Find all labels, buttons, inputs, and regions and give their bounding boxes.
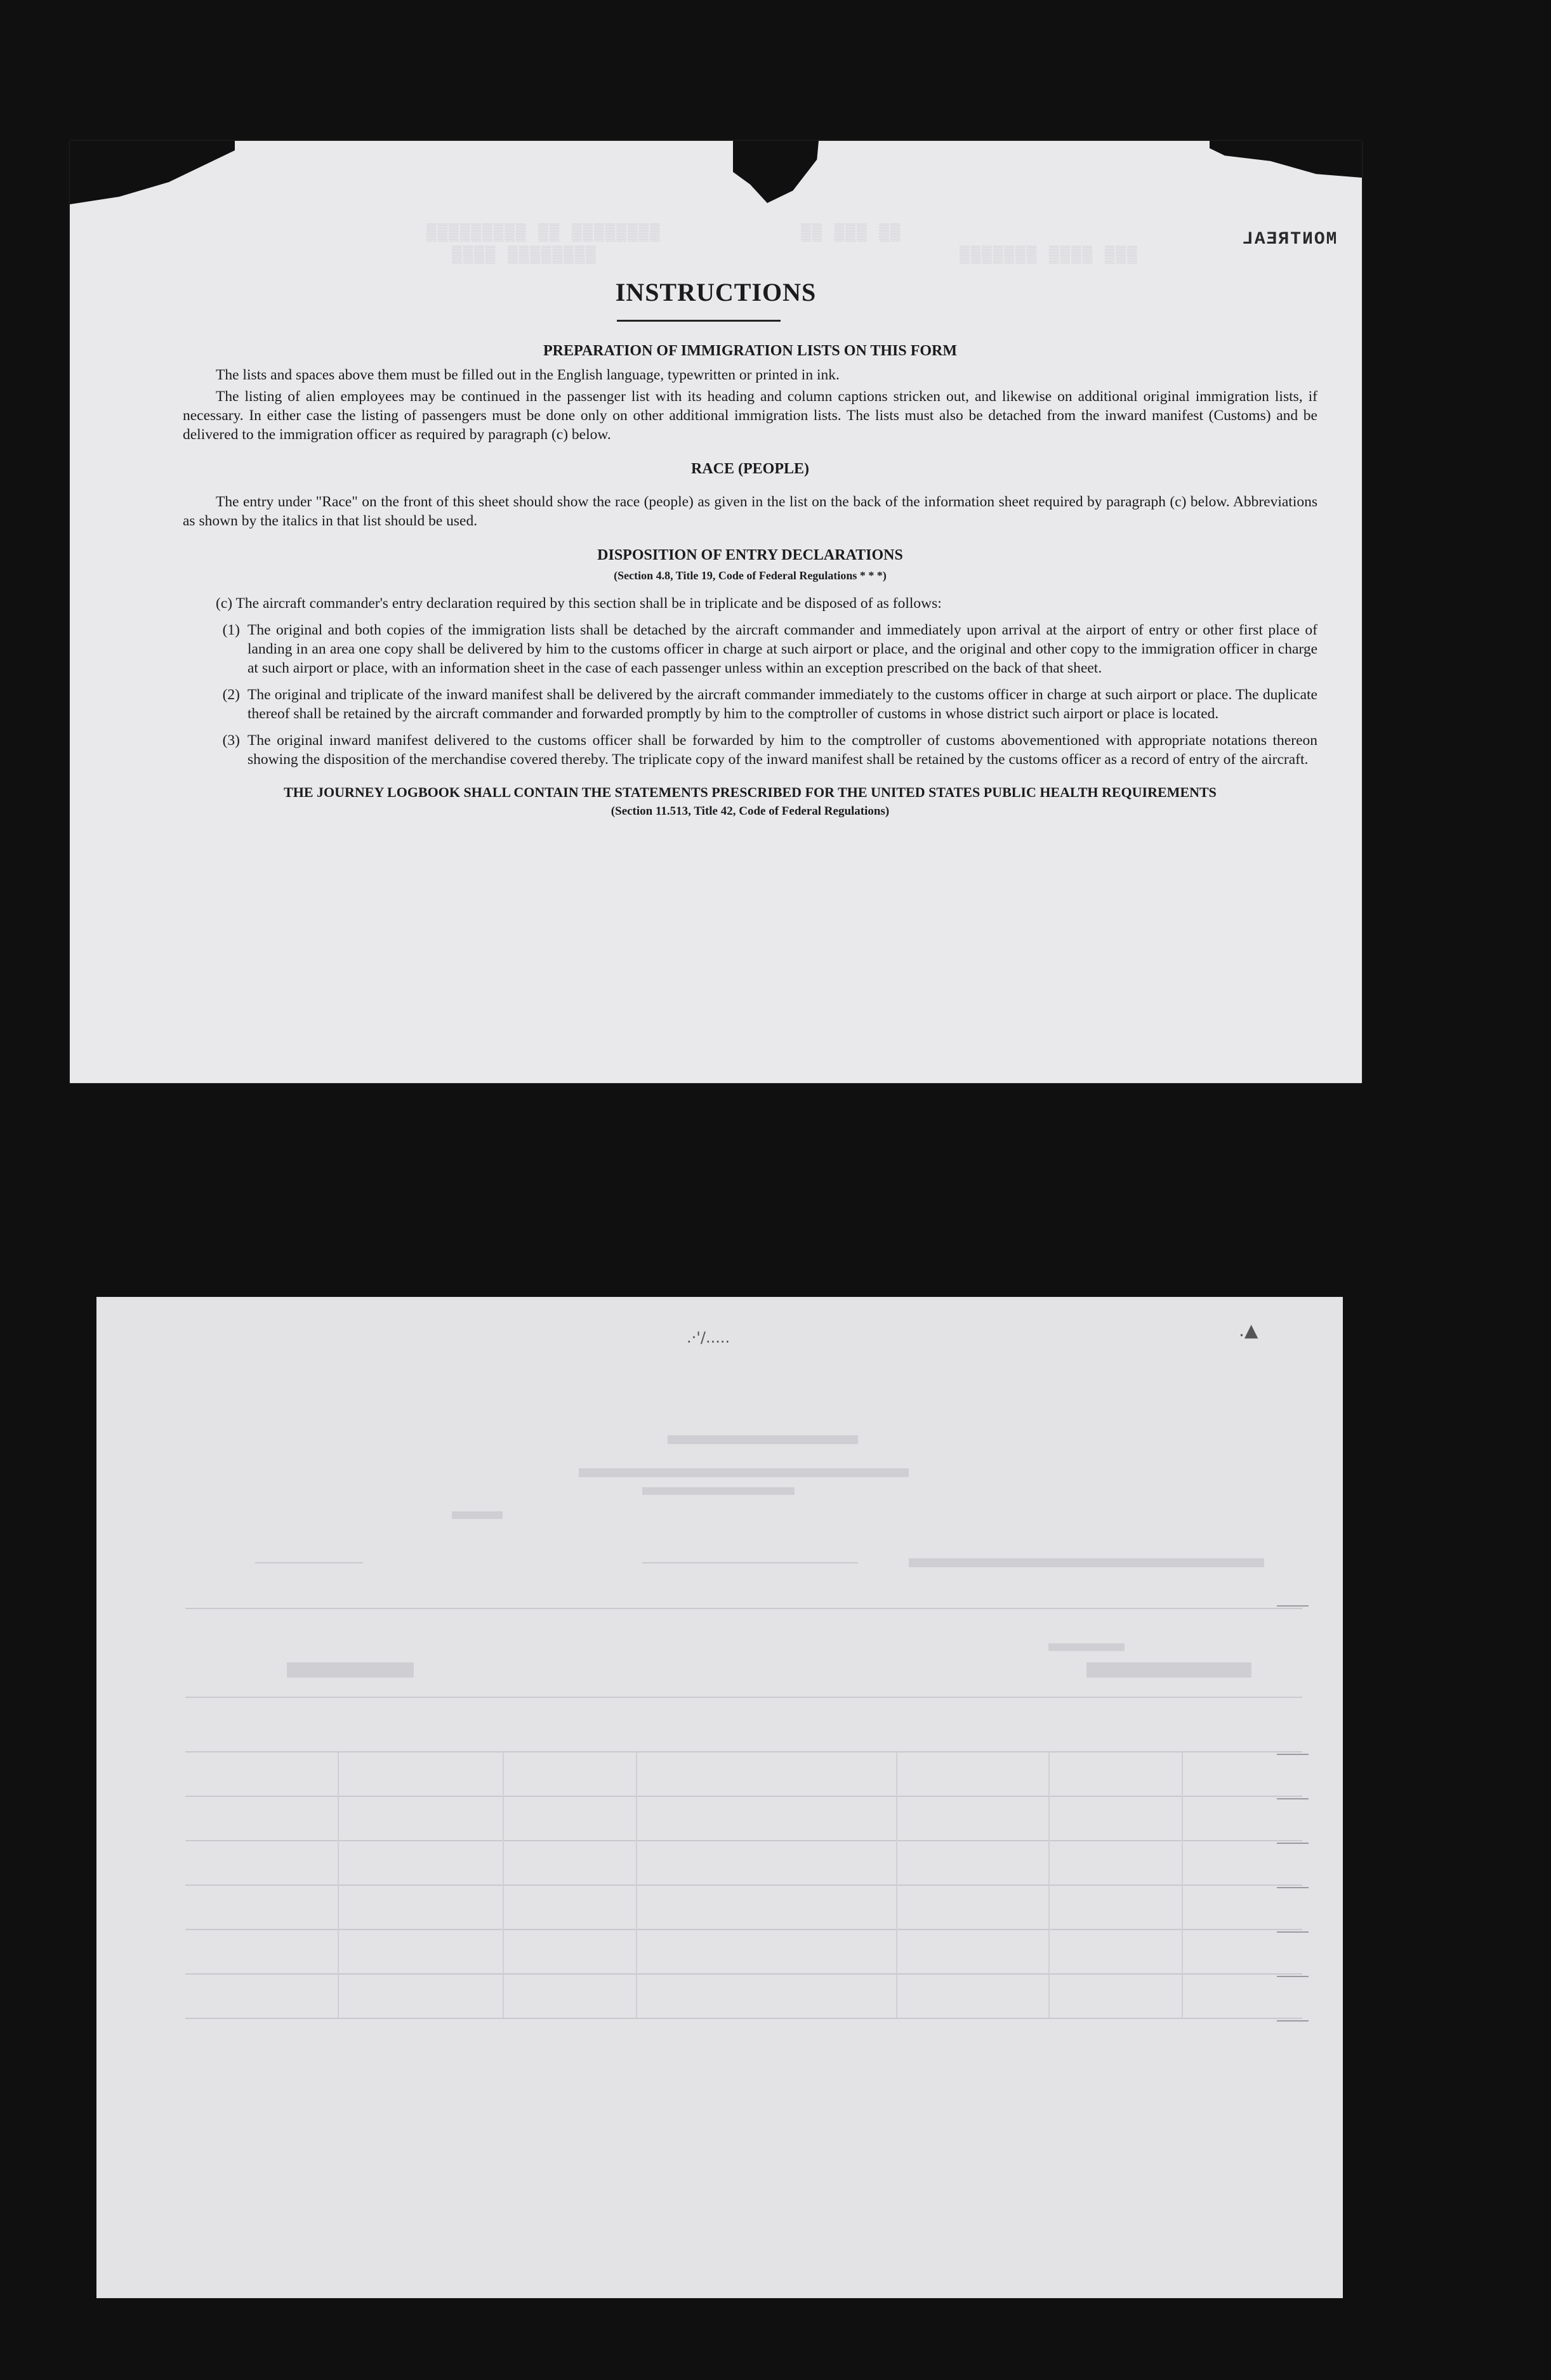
faint-rule: [255, 1562, 363, 1563]
closing-statement: THE JOURNEY LOGBOOK SHALL CONTAIN THE STATEMENTS PRESCRIBED FOR THE UNITED STATES PUBLIC HEALTH REQUIREMENTS: [284, 784, 1217, 800]
faint-rule: [185, 2018, 1302, 2019]
faint-rule: [503, 1751, 504, 2018]
list-text: The original and triplicate of the inward manifest shall be delivered by the aircraft commander immediately to the customs officer in charge at such airport or place. The duplicate thereof shall be retained by the aircraft commander and forwarded promptly by him to the comptroller of customs in whose district such airport or place is located.: [248, 687, 1317, 722]
smudge-mark: .·'/.....: [687, 1329, 730, 1346]
faint-text-block: [1086, 1662, 1251, 1678]
instructions-sheet: [70, 141, 1362, 1083]
faint-rule: [185, 1884, 1302, 1886]
torn-edge-left: [70, 141, 235, 204]
faint-text-block: [909, 1558, 1264, 1567]
faint-text-block: [642, 1487, 795, 1495]
list-number: (2): [222, 687, 240, 703]
bleed-through-text: ▒▒▒▒▒▒▒▒ ▒▒▒▒: [451, 246, 596, 265]
faint-rule: [338, 1751, 339, 2018]
page-title: INSTRUCTIONS: [615, 278, 817, 306]
bleed-through-text: ▒▒ ▒▒▒ ▒▒: [800, 223, 901, 242]
faint-rule: [896, 1751, 897, 2018]
edge-tick: [1277, 1605, 1309, 1607]
torn-edge-middle: [733, 141, 819, 203]
closing-citation: (Section 11.513, Title 42, Code of Federal Regulations): [610, 805, 890, 818]
list-text: The original inward manifest delivered to the customs officer shall be forwarded by him to the comptroller of customs abovementioned with appropriate notations thereon showing the disposition of the merchandise covered thereby. The triplicate copy of the inward manifest shall be retained by the customs officer as a record of entry of the aircraft.: [248, 732, 1317, 768]
faint-rule: [636, 1751, 637, 2018]
edge-tick: [1277, 2020, 1309, 2022]
section-heading-preparation: PREPARATION OF IMMIGRATION LISTS ON THIS FORM: [543, 343, 958, 359]
faint-text-block: [579, 1468, 909, 1477]
faint-text-block: [287, 1662, 414, 1678]
list-text: The original and both copies of the immigration lists shall be detached by the aircraft commander and immediately upon arrival at the airport of entry or other first place of landing in an area one copy shall be delivered by him to the customs officer in charge at such airport or place, and the original and other copy to the immigration officer in charge at such airport or place, with an information sheet in the case of each passenger unless within an exception prescribed on the back of that sheet.: [248, 622, 1317, 676]
section-heading-disposition: DISPOSITION OF ENTRY DECLARATIONS: [597, 547, 903, 563]
faint-manifest-sheet: [96, 1297, 1343, 2298]
list-item: [183, 685, 1317, 723]
list-number: (3): [222, 732, 240, 749]
title-underline: [617, 320, 781, 322]
paragraph: The listing of alien employees may be continued in the passenger list with its heading and column captions stricken out, and likewise on additional original immigration lists, if necessary. In either case the listing of passengers must be done only on other additional immigration lists. The lists must also be detached from the inward manifest (Customs) and be delivered to the immigration officer as required by paragraph (c) below.: [183, 388, 1317, 443]
edge-tick: [1277, 1843, 1309, 1844]
instructions-body: [183, 338, 1317, 821]
mirrored-stamp: MONTREAL: [1241, 230, 1336, 249]
faint-rule: [1048, 1751, 1050, 2018]
bleed-through-text: ▒▒▒ ▒▒▒▒ ▒▒▒▒▒▒▒: [958, 246, 1137, 265]
edge-tick: [1277, 1976, 1309, 1977]
faint-rule: [185, 1608, 1302, 1609]
paragraph: The lists and spaces above them must be filled out in the English language, typewritten or printed in ink.: [216, 367, 840, 383]
paragraph: The entry under "Race" on the front of this sheet should show the race (people) as given in the list on the back of the information sheet required by paragraph (c) below. Abbreviations as shown by the italics in that list should be used.: [183, 494, 1317, 529]
paragraph: (c) The aircraft commander's entry declaration required by this section shall be in triplicate and be disposed of as follows:: [216, 595, 942, 612]
list-number: (1): [222, 622, 240, 638]
edge-tick: [1277, 1754, 1309, 1755]
corner-mark: .▲: [1239, 1320, 1258, 1341]
faint-rule: [642, 1562, 858, 1563]
faint-rule: [185, 1751, 1302, 1752]
faint-rule: [185, 1840, 1302, 1841]
list-item: [183, 621, 1317, 678]
section-heading-race: RACE (PEOPLE): [691, 461, 809, 477]
torn-edge-right: [1210, 141, 1362, 178]
faint-text-block: [452, 1511, 503, 1519]
bleed-through-text: ▒▒▒▒▒▒▒▒ ▒▒ ▒▒▒▒▒▒▒▒▒: [425, 223, 660, 242]
edge-tick: [1277, 1931, 1309, 1933]
faint-rule: [185, 1796, 1302, 1797]
faint-rule: [185, 1973, 1302, 1975]
list-item: [183, 731, 1317, 769]
faint-text-block: [668, 1435, 858, 1444]
faint-rule: [185, 1929, 1302, 1930]
edge-tick: [1277, 1887, 1309, 1888]
edge-tick: [1277, 1798, 1309, 1799]
faint-text-block: [1048, 1643, 1125, 1651]
faint-rule: [1182, 1751, 1183, 2018]
faint-rule: [185, 1697, 1302, 1698]
section-citation: (Section 4.8, Title 19, Code of Federal Regulations * * *): [614, 569, 887, 582]
